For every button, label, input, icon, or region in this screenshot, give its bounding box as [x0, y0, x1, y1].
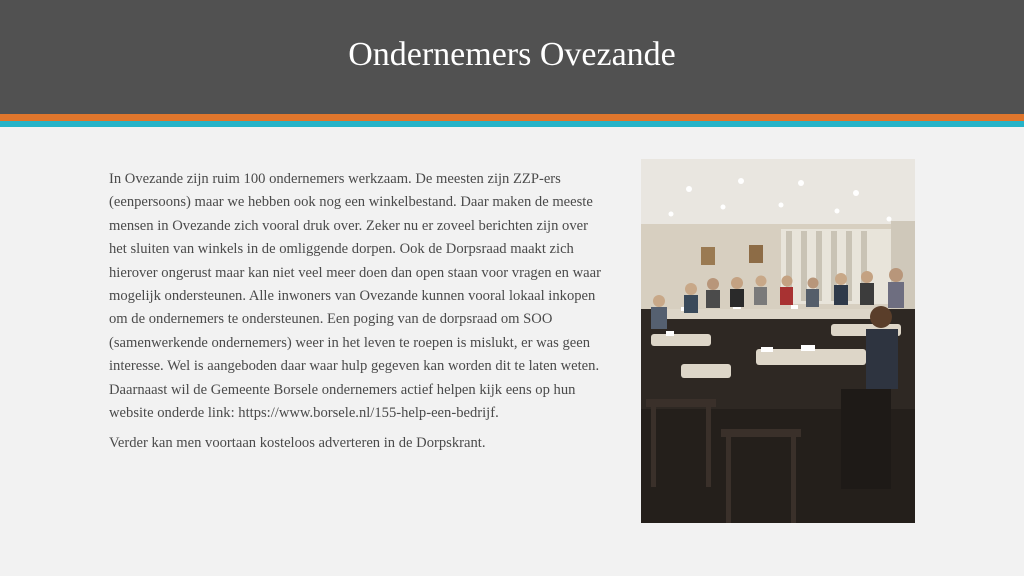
meeting-photo — [641, 159, 915, 523]
title-banner — [0, 0, 1024, 114]
accent-stripe-teal — [0, 121, 1024, 127]
accent-stripe-orange — [0, 114, 1024, 121]
slide-body — [109, 168, 609, 456]
slide-title: Ondernemers Ovezande — [348, 36, 676, 73]
body-paragraph-2: Verder kan men voortaan kosteloos adverteren in de Dorpskrant. — [109, 435, 486, 452]
body-paragraph-1: In Ovezande zijn ruim 100 ondernemers werkzaam. De meesten zijn ZZP-ers (eenpersoons) maar we hebben ook nog een winkelbestand. Daar maken de meeste mensen in Ovezande zich vooral druk over. Zeker nu er zoveel berichten zijn over het sluiten van winkels in de omliggende dorpen. Ook de Dorpsraad maakt zich hierover ongerust maar kan niet veel meer doen dan open staan voor vragen en waar mogelijk ondersteunen. Alle inwoners van Ovezande kunnen vooral lokaal inkopen om de ondernemers te ondersteunen. Een poging van de dorpsraad om SOO (samenwerkende ondernemers) weer in het leven te roepen is mislukt, er was geen interesse. Wel is aangeboden daar waar hulp gegeven kan worden dit te laten weten. Daarnaast wil de Gemeente Borsele ondernemers actief helpen kijk eens op hun website onderde link: https://www.borsele.nl/155-help-een-bedrijf. — [109, 171, 601, 422]
